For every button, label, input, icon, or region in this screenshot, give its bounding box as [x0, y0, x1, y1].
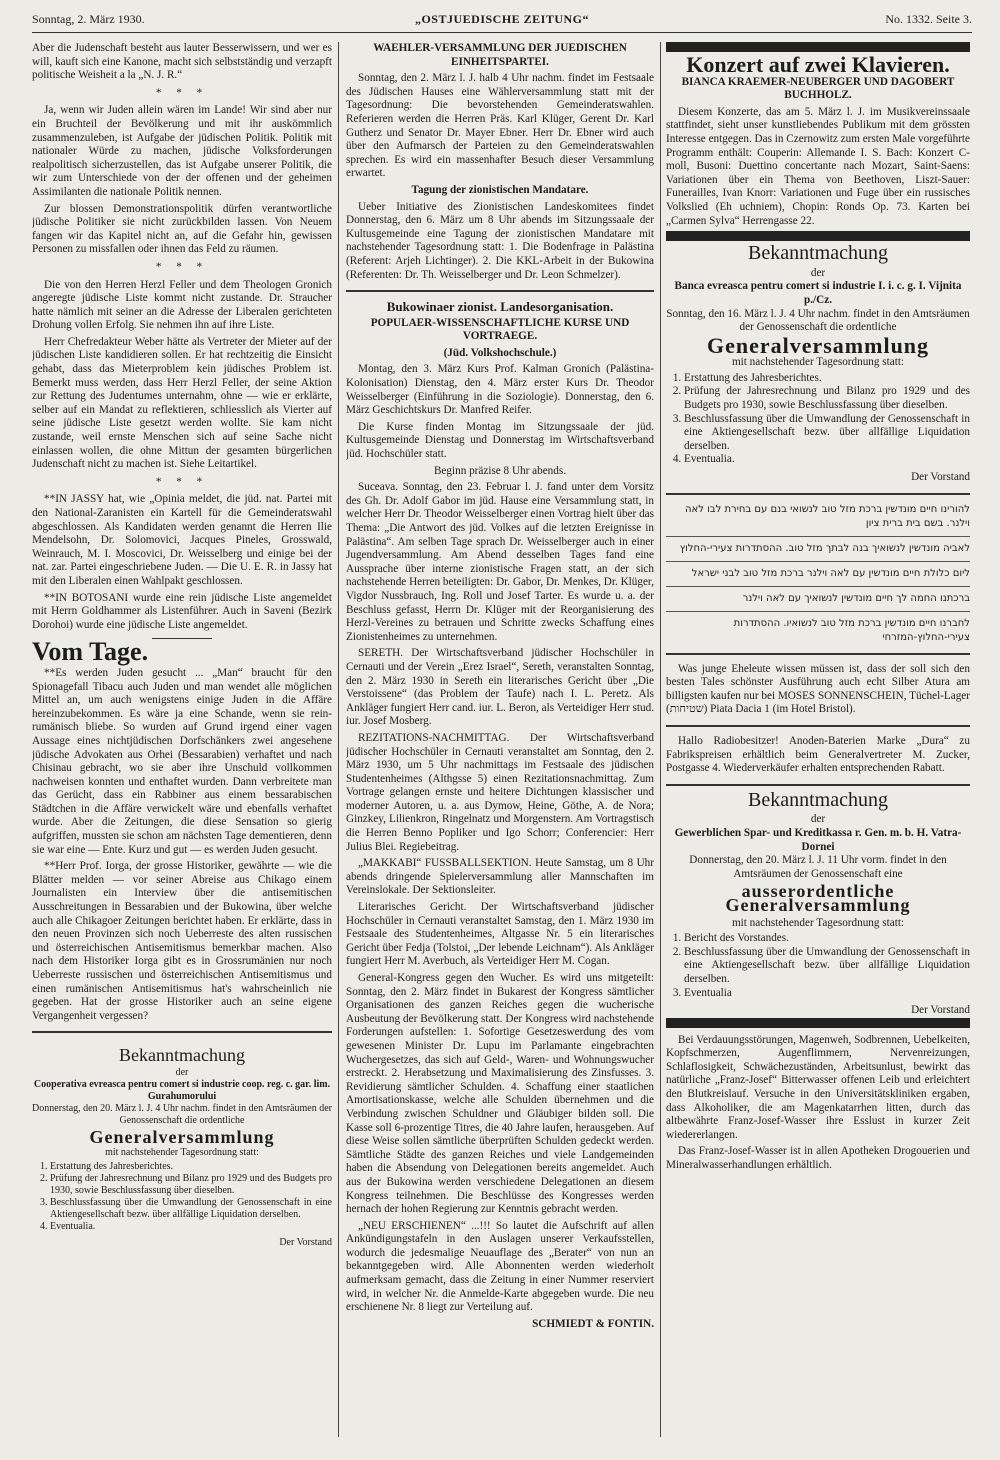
divider [666, 586, 970, 587]
column-2 [346, 42, 654, 1437]
divider [666, 784, 970, 786]
subheadline: (Jüd. Volkshochschule.) [443, 346, 557, 359]
paragraph: SERETH. Der Wirtschaftsverband jüdischer Hochschüler in Cernauti und der Verein „Erez Israel“, Sereth, veranstalten Sonntag, den 2. März 1930 in Sereth ein literarisches Gericht über „Die Verstoissene“ (das Problem der Taufe) nach I. L. Peretz. Als Ankläger fungiert Herr cand. iur. L. Beron, als Verteidiger Herr stud. iur. Josef Mosberg. [346, 647, 654, 728]
ad-date: Donnerstag, den 20. März l. J. 4 Uhr nachm. findet in den Amtsräumen der Genossenschaft die ordentliche [32, 1103, 332, 1127]
ad-subtitle: mit nachstehender Tagesordnung statt: [105, 1147, 259, 1159]
franz-josef-ad: Bei Verdauungsstörungen, Magenweh, Sodbrennen, Uebelkeiten, Kopfschmerzen, Augenflimmern, Nervenreizungen, Schlaflosigkeit, Schwächezuständen, Arbeitsunlust, bewirkt das natürliche „Franz-Josef“ Bitterwasser offenen Leib und erleichtert den Blutkreislauf. Versuche in den Universitätskliniken ergaben, dass Alkoholiker, die am Magenkatarrhen litten, durch das altbewährte Franz-Josef-Wasser ihre Esslust in kurzer Zeit wiedererlangen. [666, 1033, 970, 1141]
headline: Tagung der zionistischen Mandatare. [411, 183, 589, 196]
hebrew-greeting: לאביה מונדשין לנשואיך בנה לבתך מזל טוב. ההסתדרות צעירי-החלוץ [679, 542, 970, 554]
divider [346, 290, 654, 292]
ad-title: Bekanntmachung [119, 1045, 245, 1066]
agenda-item: 4. Eventualia. [50, 1221, 332, 1233]
subheadline: POPULAER-WISSENSCHAFTLICHE KURSE UND VORTRAEGE. [370, 316, 630, 343]
header-date: Sonntag, 2. März 1930. [32, 12, 145, 26]
hebrew-greeting: להורינו חיים מונדשין ברכת מזל טוב לנשואי בנם עם בחירת לבו לאה וילנר. בשם בית ברית ציון [685, 503, 970, 529]
ad-organisation: Banca evreasca pentru comert si industrie I. i. c. g. I. Vijnita p./Cz. [674, 280, 962, 306]
hebrew-greeting: ליום כלולת חיים מונדשין עם לאה וילנר ברכת מזל טוב לבני ישראל [691, 567, 970, 579]
paragraph: Ja, wenn wir Juden allein wären im Lande! Wir sind aber nur ein Bruchteil der Bevölkerung und mit ihr auskömmlich zusammenzuleben, ist Aufgabe der jüdischen Politik. Politik mit nationaler Würde zu machen, jüdische Volksforderungen realpolitisch sicherzustellen, das ist Aufgabe unserer Politik, die wir zum Unterschiede von der der offenen und der geheimen Assimilanten die nationale Politik nennen. [32, 104, 332, 198]
headline: WAEHLER-VERSAMMLUNG DER JUEDISCHEN EINHEITSPARTEI. [373, 42, 627, 68]
page-header [32, 12, 972, 33]
news-item-botosani: **IN BOTOSANI wurde eine rein jüdische Liste angemeldet mit Herrn Goldhammer als Listenführer. Auch in Saveni (Bezirk Dorohoi) wurde eine jüdische Liste angemeldet. [32, 591, 332, 631]
paragraph: Die von den Herren Herzl Feller und dem Theologen Gronich angeregte jüdische Liste kommt nicht zustande. Dr. Straucher hatte nämlich mit seiner an die Adresse der Liberalen gerichteten Drohung vollen Erfolg. Sie nehmen ihn auf ihre Liste. [32, 278, 332, 332]
ad-organisation: Cooperativa evreasca pentru comert si industrie coop. reg. c. gar. lim. Gurahumorului [33, 1079, 331, 1103]
paragraph: REZITATIONS-NACHMITTAG. Der Wirtschaftsverband jüdischer Hochschüler in Cernauti veranstaltet am Sonntag, den 2. März 1930, um 5 Uhr nachmittags im Festsaale des jüdischen Studentenheimes (Althgsse 5) einen Rezitationsnachmittag. Zum Vortrage gelangen ernste und heitere Dichtungen klassischer und moderner Autoren, u. a. aus Dymow, Heine, Göthe, A. de Nora; Ginzkey, Lilienkron, Ringelnatz und Morgenstern. Am Vortragstisch die Herren Benno Popliker und Igo Schorr; Conferencier: Herr Julius Blei. Regiebeitrag. [346, 731, 654, 853]
agenda-item: 1. Bericht des Vorstandes. [684, 932, 970, 946]
ad-title: Bekanntmachung [748, 788, 888, 811]
paragraph: Die Kurse finden Montag im Sitzungssaale der jüd. Kultusgemeinde Dienstag und Donnerstag im Wirtschaftsverband jüd. Hochschüler statt. [346, 420, 654, 461]
ad-signature: Der Vorstand [911, 471, 970, 484]
concert-title: Konzert auf zwei Klavieren. [686, 52, 950, 77]
paragraph: „NEU ERSCHIENEN“ ...!!! So lautet die Aufschrift auf allen Ankündigungstafeln in den Auslagen unserer Verkaufsstellen, wodurch die jedesmalige Neuauflage des „Berater“ von nun an bekanntgegeben wird. Alle Abonnenten werden wiederholt aufmerksam gemacht, dass die Zeitung in einer Nummer reserviert wird, in welcher Nr. die Anmelde-Karte abgegeben wurde. Die neu erschienene Nr. 8 liegt zur Verteilung auf. [346, 1219, 654, 1314]
section-separator: * * * [155, 260, 209, 273]
ad-heading: Generalversammlung [89, 1127, 275, 1148]
divider [666, 611, 970, 612]
news-item: **Herr Prof. Iorga, der grosse Historiker, gewährte — wie die Blätter melden — vor seiner Abreise aus Chikago einem Journalisten ein Interview über die antisemitischen Ausschreitungen in Bessarabien und der Bukowina, über welche auch alle Chikagoer Zeitungen berichtet haben. Er erklärte, dass in den neuen Provinzen sich noch Ueberreste des alten russischen und österreichischen Antisemitismus bemerkbar machen. Also nach dem Historiker Iorga gibt es in Grossrumänien nur noch Ueberreste russischen und österreichischen Antisemitismus und einen rumänischen Antisemitismus hat's wahrscheinlich nie gegeben. Hat der grosse Historiker auch an seine eigene Vergangenheit vergessen? [32, 860, 332, 1022]
paragraph: Suceava. Sonntag, den 23. Februar l. J. fand unter dem Vorsitz des Gh. Dr. Adolf Gabor im jüd. Hause eine Versammlung statt, in welcher Herr Dr. Theodor Weisselberger einen Vortrag hielt über das Thema: „Die Antwort des jüd. Volkes auf die letzten Ereignisse in Palästina“. Am selben Tage sprach Dr. Weisselberger auch in einer Jugendversammlung. Am Abend desselben Tages fand eine Aussprache über interne zionistische Fragen statt, an der sich nachstehende Herren beteiligten: Dr. Gabor, Dr. Menkes, Dr. Klüger, Vigdor Nussbrauch, Ing. Roll und Josef Tarter. Es wurde u. a. der Beschluss gefasst, Herrn Dr. Klüger mit der Reorganisierung des Herzl-Vereines zu betrauen und Schritte zwecks Schaffung eines Zionistenheimes zu unternehmen. [346, 481, 654, 643]
announcement-ad [666, 242, 970, 485]
ad-signature: Der Vorstand [911, 1004, 970, 1017]
ad-text: Was junge Eheleute wissen müssen ist, dass der soll sich den besten Tales schönster Ausführung auch echt Silber Atura am billigsten kaufen nur bei MOSES SONNENSCHEIN, Tüchel-Lager (שטיחות) Piata Dacia 1 (im Hotel Bristol). [666, 662, 970, 716]
ad-subtitle: mit nachstehender Tagesordnung statt: [731, 356, 905, 369]
agenda-item: 2. Beschlussfassung über die Umwandlung der Genossenschaft in eine Aktiengesellschaft bezw. über allfällige Liquidation derselben. [684, 946, 970, 987]
agenda-item: 2. Prüfung der Jahresrechnung und Bilanz pro 1929 und des Budgets pro 1930, sowie Beschlussfassung über dieselben. [684, 385, 970, 412]
news-item-jassy: **IN JASSY hat, wie „Opinia meldet, die jüd. nat. Partei mit den National-Zaranisten ein Kartell für die Gemeinderatswahl abgeschlossen. Als Kandidaten werden genannt die Herren Ilie Mendelsohn, Dr. Solomovici, Jacques Pineles, Grosswald, Weinrauch, M. I. Moscovici, Dr. Weisselberg und einige bei der nat. zar. Partei eingeschriebene Juden. — Die U. E. R. in Jassy hat mit den Liberalen einen Wahlpakt geschlossen. [32, 493, 332, 587]
ad-heading: Generalversammlung [706, 332, 930, 358]
ad-signature: Der Vorstand [279, 1237, 332, 1249]
paragraph: Beginn präzise 8 Uhr abends. [433, 464, 567, 477]
headline: Bukowinaer zionist. Landesorganisation. [386, 299, 614, 315]
ad-subtitle: mit nachstehender Tagesordnung statt: [731, 916, 905, 929]
paragraph: Sonntag, den 2. März l. J. halb 4 Uhr nachm. findet im Festsaale des Jüdischen Hauses eine Wählerversammlung statt mit der Tagesordnung: Die bevorstehenden Gemeinderatswahlen. Referieren werden die Herren Präs. Karl Klüger, Gerent Dr. Karl Gutherz und Senator Dr. Mayer Ebner. Herr Dr. Ebner wird auch über den Aufmarsch der Parteien zu den Gemeinderatswahlen sprechen. Es wird ein massenhafter Besuch dieser Versammlung erwartet. [346, 72, 654, 180]
hebrew-greeting: ברכתנו החמה לך חיים מונדשין לנשואיך עם לאה וילנר [742, 592, 970, 604]
ad-der: der [810, 813, 826, 826]
column-3 [666, 42, 970, 1437]
column-1 [32, 42, 332, 1437]
divider [666, 561, 970, 562]
paragraph: General-Kongress gegen den Wucher. Es wird uns mitgeteilt: Sonntag, den 2. März findet in Bukarest der Kongress sämtlicher Organisationen des ganzen Reiches gegen die wucherische Ausbeutung der Bevölkerung statt. Der Kongress wird nachstehende Forderungen aufstellen: 1. Sofortige Gesetzeswerdung des vom gewesenen Minister Dr. Lupu im Parlamante eingebrachten Wuchergesetzes, das sich auf Geld-, Waren- und Wohnungswucher erstreckt. 2. Herabsetzung und Maximalisierung des Zinsfusses. 3. Revidierung sämtlicher Schulden. 4. Schaffung einer staatlichen Amortisationskasse, welche alle Schulden übernehmen und die Verbindung zwischen Schuldner und Gläubiger bilden soll. Die Kasse soll 6-prozentige Titres, die 40 Jahre laufen, herausgeben. Auf diese Weise sollen sämtliche überprüften Schulden gedeckt werden. Sämtliche Städte des ganzen Reiches und viele Landgemeinden haben die Absendung von Delegationen bereits angemeldet. Auch aus der Bukowina werden verschiedene Delegationen an diesem Kongress teilnehmen. Die Beschlüsse des Kongresses werden hernach der hohen Regierung zur Kenntnis gebracht werden. [346, 972, 654, 1216]
ad-title: Bekanntmachung [748, 242, 888, 265]
ad-date: Sonntag, den 16. März l. J. 4 Uhr nachm. findet in den Amtsräumen der Genossenschaft die ordentliche [666, 307, 970, 334]
agenda-item: 4. Eventualia. [684, 453, 970, 467]
agenda-item: 3. Beschlussfassung über die Umwandlung der Genossenschaft in eine Aktiengesellschaft bezw. über allfällige Liquidation derselben. [50, 1197, 332, 1221]
paragraph: „MAKKABI“ FUSSBALLSEKTION. Heute Samstag, um 8 Uhr abends dringende Spielerversammlung aller Mannschaften im Vereinslokale. Der Sektionsleiter. [346, 857, 654, 897]
franz-josef-ad: Das Franz-Josef-Wasser ist in allen Apotheken Drogouerien und Mineralwasserhandlungen erhältlich. [666, 1145, 970, 1172]
news-item: **Es werden Juden gesucht ... „Man“ braucht für den Spionagefall Tibacu auch Juden und man wendet alle möglichen Mittel an, um auch wenigstens einige Juden in die Affäre hereinzubekommen. Es wäre ja eine Schande, wenn sie rein-rumänisch bliebe. So wurden auf Grund irgend einer vagen Aussage eines nichtjüdischen Dorfschänkers zwei angesehene jüdische Advokaten aus Orhei (Bessarabien) verhaftet und nach Chisinau gebracht, wo sie aber ihre Unschuld vollkommen nachweisen konnten und enthaftet wurden. Dann verbreitete man das Gerücht, dass ein Rabbiner aus einem bessarabischen Städtchen in die Affäre verwickelt wäre und ebenfalls verhaftet wurde. Aber die Zeitungen, die diese Sensation so gierig aufgriffen, mussten sie schon am nächsten Tage dementieren, denn sie war eine — Ente. Kurz und gut — es werden Juden gesucht. [32, 666, 332, 856]
concert-text: Diesem Konzerte, das am 5. März l. J. im Musikvereinssaale stattfindet, sieht unser kunstliebendes Publikum mit dem grössten Interesse entgegen. Das in Czernowitz zum ersten Male vorgeführte Programm enthält: Couperin: Allemande I. S. Bach: Konzert C-moll, Busoni: Duettino concertante nach Mozart, Saint-Saens: Variationen über ein Thema von Beethoven, Liszt-Sauer: Funerailles, Ivan Knorr: Variationen und Fuge über ein russisches Volkslied (Eh uchniem), Chopin: Ronds Op. 73. Karten bei „Carmen Sylva“ Herrengasse 22. [666, 105, 970, 227]
ad-heading: ausserordentliche Generalversammlung [725, 881, 911, 915]
agenda-item: 2. Prüfung der Jahresrechnung und Bilanz pro 1929 und des Budgets pro 1930, sowie Beschlussfassung über dieselben. [50, 1173, 332, 1197]
header-title: „OSTJUEDISCHE ZEITUNG“ [414, 12, 590, 26]
black-rule [666, 42, 970, 52]
agenda-item: 3. Eventualia [684, 987, 970, 1001]
paragraph: Ueber Initiative des Zionistischen Landeskomitees findet Donnerstag, den 6. März um 8 Uhr abends im Sitzungssaale der Kultusgemeinde eine Tagung der zionistischen Mandatare mit nachstehender Tagesordnung statt: 1. Die Bodenfrage in Palästina (Referent: Arjeh Lichtinger). 2. Die KKL-Arbeit in der Bukowina (Referenten: Dr. Th. Weisselberger und Dr. Leon Schmelzer). [346, 200, 654, 281]
hebrew-greetings [666, 503, 970, 645]
announcement-ad [666, 788, 970, 1018]
agenda-item: 1. Erstattung des Jahresberichtes. [684, 372, 970, 386]
section-separator: * * * [155, 86, 209, 99]
ad-organisation: Gewerblichen Spar- und Kreditkassa r. Gen. m. b. H. Vatra-Dornei [674, 826, 962, 853]
divider [666, 725, 970, 727]
paragraph: Zur blossen Demonstrationspolitik dürfen verantwortliche jüdische Politiker sie nicht zurückbilden lassen. Von Neuem fangen wir das Kapitel nicht an, auf die Gefahr hin, gewissen Personen zu missfallen oder ihnen das Feld zu räumen. [32, 202, 332, 256]
agenda-item: 3. Beschlussfassung über die Umwandlung der Genossenschaft in eine Aktiengesellschaft bezw. über allfällige Liquidation derselben. [684, 413, 970, 454]
divider [666, 493, 970, 495]
announcement-ad [32, 1041, 332, 1251]
column-divider [338, 42, 339, 1437]
signature: SCHMIEDT & FONTIN. [532, 1317, 654, 1330]
concert-performers: BIANCA KRAEMER-NEUBERGER UND DAGOBERT BUCHHOLZ. [681, 75, 955, 102]
section-heading: Vom Tage. [32, 637, 149, 667]
paragraph: Literarisches Gericht. Der Wirtschaftsverband jüdischer Hochschüler in Cernauti veranstaltet Samstag, den 1. März 1930 im Festsaale des Studentenheimes, Altgasse Nr. 5 ein literarisches Gericht über Fedja (Tolstoi, „Der lebende Leichnam“). Als Ankläger fungiert Herr M. Averbuch, als Verteidiger Herr M. Cogan. [346, 901, 654, 968]
divider [666, 653, 970, 655]
paragraph: Herr Chefredakteur Weber hätte als Vertreter der Mieter auf der jüdischen Liste kandidieren sollen. Er hat rechtzeitig die Einsicht gehabt, dass das Mieterproblem kein jüdisches Problem ist. Bemerkt muss werden, dass Herr Herzl Feller, der seine Aktion zur Rettung des Judentumes unternahm, ohne — wie er erklärte, selber auf ein Mandat zu reflektieren, schliesslich als Vierter auf seine jüdische Liste gesetzt werden wollte. Sie kam nicht zustande, weil ernste Menschen sich auf seine Sache nicht einlassen wollen, die ohne Mittun der gesamten bürgerlichen Judenschaft nicht zu machen ist. Siehe Leitartikel. [32, 335, 332, 471]
agenda-list [666, 372, 970, 467]
ad-date: Donnerstag, den 20. März l. J. 11 Uhr vorm. findet in den Amtsräumen der Genossenschaft eine [689, 854, 947, 880]
agenda-list [32, 1161, 332, 1233]
header-issue: No. 1332. Seite 3. [885, 12, 972, 26]
agenda-item: 1. Erstattung des Jahresberichtes. [50, 1161, 332, 1173]
black-rule [666, 231, 970, 241]
divider [152, 638, 212, 639]
section-separator: * * * [155, 475, 209, 488]
paragraph: Aber die Judenschaft besteht aus lauter Besserwissern, und wer es will, kauft sich eine Kanone, macht sich selbstständig und verzapft politische Weisheit a la „N. J. R.“ [32, 42, 332, 82]
ad-der: der [810, 266, 826, 279]
radio-ad: Hallo Radiobesitzer! Anoden-Baterien Marke „Dura“ zu Fabrikspreisen erhältlich beim Generalvertreter M. Zucker, Postgasse 4. Wiederverkäufer erhalten entsprechenden Rabatt. [666, 735, 970, 775]
paragraph: Montag, den 3. März Kurs Prof. Kalman Gronich (Palästina-Kolonisation) Dienstag, den 4. März erster Kurs Dr. Theodor Weisselberger (Einführung in die Soziologie). Donnerstag, den 6. März Geschichtskurs Dr. Manfred Reifer. [346, 363, 654, 417]
divider [32, 1031, 332, 1033]
hebrew-greeting: לחברנו חיים מונדשין ברכת מזל טוב לנשואיו. ההסתדרות צעירי-החלוץ-המזרחי [733, 617, 970, 643]
divider [666, 536, 970, 537]
column-divider [660, 42, 661, 1437]
agenda-list [666, 932, 970, 1000]
black-rule [666, 1018, 970, 1028]
ad-der: der [175, 1067, 189, 1079]
